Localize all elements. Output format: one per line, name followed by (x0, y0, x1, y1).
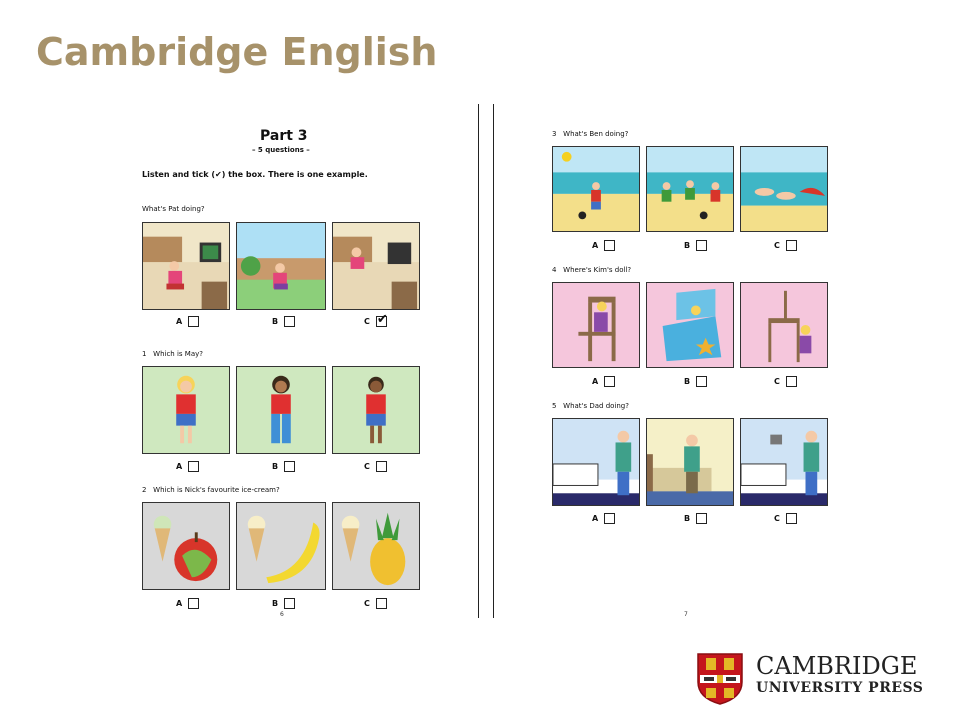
q5-question: 5 What's Dad doing? (552, 402, 629, 410)
checkbox-ticked[interactable] (376, 312, 388, 327)
q4-option-a[interactable]: A (592, 376, 615, 388)
tick-icon: ✔ (376, 312, 388, 327)
checkbox[interactable] (696, 376, 707, 387)
q3-option-c[interactable]: C (774, 240, 797, 252)
checkbox[interactable] (604, 376, 615, 387)
checkbox[interactable] (696, 513, 707, 524)
checkbox[interactable] (284, 598, 295, 609)
q2-option-c[interactable]: C (364, 598, 387, 610)
q3-question: 3 What's Ben doing? (552, 130, 629, 138)
q2-question: 2 Which is Nick's favourite ice-cream? (142, 486, 280, 494)
checkbox[interactable] (188, 598, 199, 609)
checkbox[interactable] (604, 240, 615, 251)
slide-title: Cambridge English (36, 30, 438, 74)
checkbox[interactable] (284, 461, 295, 472)
checkbox[interactable] (376, 461, 387, 472)
checkbox[interactable] (604, 513, 615, 524)
checkbox[interactable] (188, 316, 199, 327)
checkbox[interactable] (696, 240, 707, 251)
page-gutter-line (493, 104, 494, 618)
right-page (498, 104, 872, 618)
q5-option-c[interactable]: C (774, 513, 797, 525)
publisher-subtitle: UNIVERSITY PRESS (756, 680, 924, 696)
example-option-c[interactable]: C ✔ (364, 312, 388, 327)
q5-picture-c (740, 418, 828, 506)
exam-page-spread (94, 104, 872, 618)
q2-option-b[interactable]: B (272, 598, 295, 610)
q1-option-a[interactable]: A (176, 461, 199, 473)
right-page-number: 7 (684, 611, 688, 618)
q3-picture-b (646, 146, 734, 232)
q3-picture-a (552, 146, 640, 232)
left-page-number: 6 (280, 611, 284, 618)
q5-option-b[interactable]: B (684, 513, 707, 525)
checkbox[interactable] (188, 461, 199, 472)
example-option-b[interactable]: B (272, 316, 295, 328)
q3-picture-c (740, 146, 828, 232)
part-subtitle: – 5 questions – (252, 146, 310, 154)
page-gutter-line (478, 104, 479, 618)
q2-picture-b (236, 502, 326, 590)
q4-picture-a (552, 282, 640, 368)
q3-option-b[interactable]: B (684, 240, 707, 252)
q1-picture-b (236, 366, 326, 454)
checkbox[interactable] (284, 316, 295, 327)
q3-option-a[interactable]: A (592, 240, 615, 252)
part-title: Part 3 (260, 128, 308, 144)
crest-icon (696, 652, 744, 706)
q1-question: 1 Which is May? (142, 350, 203, 358)
q4-option-c[interactable]: C (774, 376, 797, 388)
q2-option-a[interactable]: A (176, 598, 199, 610)
checkbox[interactable] (786, 376, 797, 387)
q4-option-b[interactable]: B (684, 376, 707, 388)
q1-option-b[interactable]: B (272, 461, 295, 473)
example-picture-a (142, 222, 230, 310)
q5-picture-a (552, 418, 640, 506)
checkbox[interactable] (786, 240, 797, 251)
example-option-a[interactable]: A (176, 316, 199, 328)
cambridge-university-press-logo (696, 652, 942, 706)
q2-picture-c (332, 502, 420, 590)
q5-option-a[interactable]: A (592, 513, 615, 525)
q1-picture-a (142, 366, 230, 454)
checkbox[interactable] (786, 513, 797, 524)
left-page (94, 104, 472, 618)
example-picture-b (236, 222, 326, 310)
example-question: What's Pat doing? (142, 205, 205, 213)
q1-picture-c (332, 366, 420, 454)
checkbox[interactable] (376, 598, 387, 609)
example-picture-c (332, 222, 420, 310)
q4-question: 4 Where's Kim's doll? (552, 266, 632, 274)
q4-picture-b (646, 282, 734, 368)
publisher-name: CAMBRIDGE (756, 652, 918, 680)
q1-option-c[interactable]: C (364, 461, 387, 473)
q4-picture-c (740, 282, 828, 368)
q2-picture-a (142, 502, 230, 590)
instruction: Listen and tick (✔) the box. There is one example. (142, 170, 368, 179)
q5-picture-b (646, 418, 734, 506)
